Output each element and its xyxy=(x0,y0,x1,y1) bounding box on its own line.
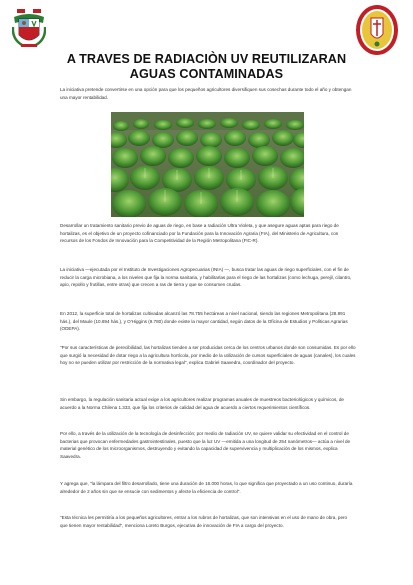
coat-of-arms-icon xyxy=(12,9,46,49)
page-title xyxy=(20,52,393,82)
body-paragraph-2: La iniciativa —ejecutada por el Instituto de Investigaciones Agropecuarias (INIA) —, busca tratar las aguas de riego superficiales, con el fin de reducir la carga microbiana, a los niveles que fija la norma sanitaria, y habilitarlas para el riego de las hortalizas (como lechuga, perejil, cilantro, apio, repollo y frutillas, entre otras) que crecen a ras de tierra y que se consumen crudas. xyxy=(60,267,352,288)
institution-seal-icon xyxy=(355,4,399,56)
body-paragraph-3: En 2012, la superficie total de hortalizas cultivadas alcanzó las 78.755 hectáreas a nivel nacional, siendo las regiones Metropolitana (28.891 hás.), del Maule (10.694 hás.), y O'Higgins (9.780) donde existe la mayor cantidad, según datos de la Oficina de Estudios y Políticas Agrarias (ODEPA). xyxy=(60,311,348,332)
quote-paragraph-1: "Por sus características de perecibilidad, las hortalizas tienden a ser producidas cerca de los centros urbanos donde son consumidas. Es por ello que surgió la necesidad de dotar riego a la agricultura hortícola, por medio de la utilización de cursos superficiales de aguas (canales), los cuales hoy no se pueden utilizar por restricción de la normativa legal", explica Gabriel Saavedra, coordinador del proyecto. xyxy=(60,345,356,366)
lettuce-field-photo xyxy=(111,112,304,217)
intro-paragraph: La iniciativa pretende convertirse en una opción para que los pequeños agricultores diversifiquen sus cosechas durante todo el año y obtengan una mayor rentabilidad. xyxy=(60,87,352,100)
body-paragraph-5: Por ello, a través de la utilización de la tecnología de desinfección; por medio de radiación UV, se quiere validar su efectividad en el control de bacterias que provocan enfermedades gastrointestinales, puesto que la luz UV —emitida a una longitud de 254 nanómetros— actúa a nivel de material genético de los microorganismos, destruyendo y evitando la capacidad de supervivencia y multiplicación de los mismos, explica Saavedra. xyxy=(60,431,351,459)
quote-paragraph-3: "Esta técnica les permitiría a los pequeños agricultores, entrar a los rubros de hortalizas, que son intensivas en el uso de mano de obra, pero que tienen mayor rentabilidad", menciona Loreto Burgos, ejecutiva de innovación de FIA a cargo del proyecto. xyxy=(60,515,348,528)
title-line-2: AGUAS CONTAMINADAS xyxy=(129,67,284,81)
quote-paragraph-2: Y agrega que, "la lámpara del filtro desarrollado, tiene una duración de 16.000 horas, lo que significa que proyectado a un uso continuo, duraría alrededor de 2 años sin que se ensucie con sedimentos y afecte la eficiencia de control". xyxy=(60,481,353,494)
body-paragraph-4: Sin embargo, la regulación sanitaria actual exige a los agricultores realizar programas anuales de muestreos bacteriológicos y químicos, de acuerdo a la Norma Chilena 1.333, que fija los criterios de calidad del agua de acuerdo a ciertos requerimientos científicos. xyxy=(60,397,344,410)
body-paragraph-1: Desarrollar un tratamiento sanitario previo de aguas de riego, en base a radiación Ultra Violeta, y que asegure aguas aptas para riego de hortalizas, es el objetivo de un proyecto cofinanciado por la Fundación para la Innovación Agraria (FIA), del Ministerio de Agricultura, con recursos de los Fondos de Innovación para la Competitividad de la Región Metropolitana (FIC-R). xyxy=(60,223,339,244)
title-line-1: A TRAVES DE RADIACIÒN UV REUTILIZARAN xyxy=(66,52,347,66)
